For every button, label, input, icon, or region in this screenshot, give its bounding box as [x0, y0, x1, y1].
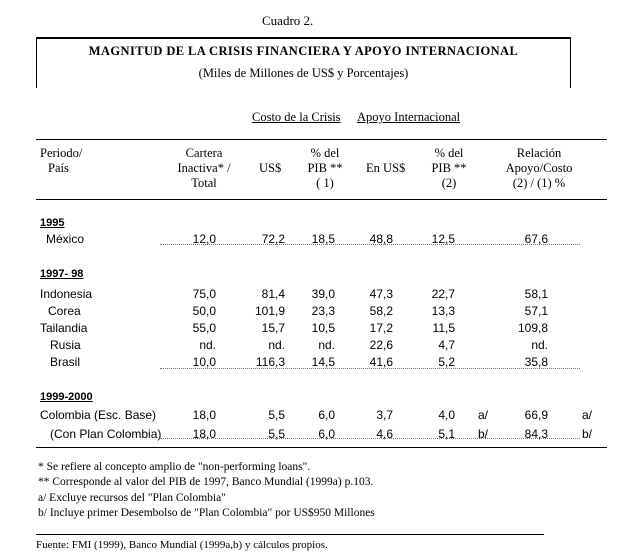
group-label-1999-2000: 1999-2000 [40, 391, 93, 403]
cell-relacion: 67,6 [524, 232, 548, 246]
cell-note-a: a/ [478, 408, 489, 422]
table-caption: Cuadro 2. [262, 13, 314, 28]
col-header-period-line2: País [48, 161, 69, 175]
cell-en-usd: 48,8 [369, 232, 393, 246]
header-bottom-rule [36, 199, 607, 200]
col-header-period-line1: Periodo/ [40, 146, 83, 160]
cell-note-b: b/ [582, 427, 593, 441]
col-header-relacion-line1: Relación [516, 146, 562, 160]
source-rule [36, 534, 544, 535]
cell-pct-pib-2: 13,3 [431, 304, 455, 318]
group-label-1997-98: 1997- 98 [40, 268, 84, 280]
row-label: Colombia (Esc. Base) [40, 408, 157, 422]
cell-relacion: 66,9 [524, 408, 548, 422]
cell-usd: 5,5 [268, 427, 285, 441]
group-header-intl-support: Apoyo Internacional [357, 110, 461, 124]
cell-relacion: 57,1 [524, 304, 548, 318]
col-header-en-usd [366, 161, 405, 176]
cell-pct-pib-1: 6,0 [318, 427, 335, 441]
cell-relacion: 35,8 [524, 355, 548, 369]
cell-en-usd: 22,6 [369, 338, 393, 352]
cell-pct-pib-2: 22,7 [431, 287, 455, 301]
cell-en-usd: 47,3 [369, 287, 393, 301]
cell-cartera: 75,0 [192, 287, 216, 301]
cell-pct-pib-1: 39,0 [311, 287, 335, 301]
title-box [36, 37, 571, 88]
col-header-pct-pib-2 [424, 146, 474, 191]
cell-cartera: 55,0 [192, 321, 216, 335]
cell-pct-pib-2: 5,1 [438, 427, 455, 441]
cell-pct-pib-1: nd. [318, 338, 335, 352]
col-header-pct-pib-2-line2: PIB ** [431, 161, 467, 175]
col-header-cartera-line2: Inactiva* / [177, 161, 231, 175]
cell-en-usd: 41,6 [369, 355, 393, 369]
cell-cartera: 12,0 [192, 232, 216, 246]
row-label: (Con Plan Colombia) [50, 427, 162, 441]
cell-relacion: 109,8 [517, 321, 548, 335]
cell-en-usd: 17,2 [369, 321, 393, 335]
cell-pct-pib-1: 10,5 [311, 321, 335, 335]
cell-cartera: 10,0 [192, 355, 216, 369]
cell-pct-pib-1: 23,3 [311, 304, 335, 318]
cell-en-usd: 58,2 [369, 304, 393, 318]
cell-en-usd: 3,7 [376, 408, 393, 422]
table-bottom-rule [36, 447, 607, 448]
row-label: Corea [48, 304, 81, 318]
cell-pct-pib-2: 4,7 [438, 338, 455, 352]
cell-cartera: 18,0 [192, 427, 216, 441]
source-note: Fuente: FMI (1999), Banco Mundial (1999a,b) y cálculos propios. [36, 539, 328, 551]
col-header-pct-pib-1-line1: % del [310, 146, 340, 160]
cell-pct-pib-1: 6,0 [318, 408, 335, 422]
cell-pct-pib-2: 5,2 [438, 355, 455, 369]
row-label: Brasil [50, 355, 81, 369]
cell-note-a: a/ [582, 408, 593, 422]
row-label: Rusia [50, 338, 81, 352]
cell-usd: 5,5 [268, 408, 285, 422]
cell-en-usd: 4,6 [376, 427, 393, 441]
table-title: MAGNITUD DE LA CRISIS FINANCIERA Y APOYO INTERNACIONAL [88, 44, 519, 58]
col-header-pct-pib-1 [300, 146, 350, 191]
col-header-relacion-line2: Apoyo/Costo [505, 161, 573, 175]
col-header-pct-pib-2-line1: % del [434, 146, 464, 160]
cell-cartera: 50,0 [192, 304, 216, 318]
footnote-asterisk: * Se refiere al concepto amplio de "non-performing loans". [38, 461, 311, 473]
col-header-en-usd-line1: En US$ [366, 161, 406, 175]
footnote-double-asterisk: ** Corresponde al valor del PIB de 1997, Banco Mundial (1999a) p.103. [38, 476, 374, 488]
cell-relacion: 84,3 [524, 427, 548, 441]
footnote-a: a/ Excluye recursos del "Plan Colombia" [38, 492, 226, 504]
col-header-pct-pib-1-line2: PIB ** [307, 161, 343, 175]
cell-pct-pib-1: 14,5 [311, 355, 335, 369]
cell-pct-pib-2: 4,0 [438, 408, 455, 422]
footnote-b: b/ Incluye primer Desembolso de "Plan Colombia" por US$950 Millones [38, 507, 375, 519]
cell-usd: 116,3 [255, 355, 285, 369]
group-header-crisis-cost: Costo de la Crisis [252, 110, 341, 124]
cell-pct-pib-2: 11,5 [432, 321, 455, 335]
cell-relacion: nd. [531, 338, 548, 352]
row-label: México [46, 232, 85, 246]
cell-pct-pib-1: 18,5 [311, 232, 335, 246]
cell-usd: 101,9 [254, 304, 285, 318]
group-label-1995: 1995 [40, 217, 65, 229]
col-header-usd-line1: US$ [259, 161, 282, 175]
cell-usd: 72,2 [261, 232, 285, 246]
cell-pct-pib-2: 12,5 [431, 232, 455, 246]
cell-usd: nd. [268, 338, 285, 352]
col-header-pct-pib-1-line3: ( 1) [316, 176, 334, 190]
cell-usd: 15,7 [261, 321, 285, 335]
cell-cartera: 18,0 [192, 408, 216, 422]
col-header-cartera [166, 146, 242, 191]
header-top-rule [36, 139, 607, 140]
cell-relacion: 58,1 [524, 287, 548, 301]
col-header-relacion-line3: (2) / (1) % [512, 176, 566, 190]
table-subtitle: (Miles de Millones de US$ y Porcentajes) [198, 66, 409, 80]
cell-cartera: nd. [199, 338, 216, 352]
col-header-cartera-line3: Total [191, 176, 217, 190]
cell-note-b: b/ [478, 427, 489, 441]
cell-usd: 81,4 [261, 287, 285, 301]
col-header-cartera-line1: Cartera [185, 146, 223, 160]
col-header-relacion [494, 146, 584, 191]
row-label: Tailandia [40, 321, 88, 335]
row-label: Indonesia [40, 287, 93, 301]
col-header-period [40, 146, 82, 176]
col-header-pct-pib-2-line3: (2) [441, 176, 457, 190]
col-header-usd [259, 161, 281, 176]
